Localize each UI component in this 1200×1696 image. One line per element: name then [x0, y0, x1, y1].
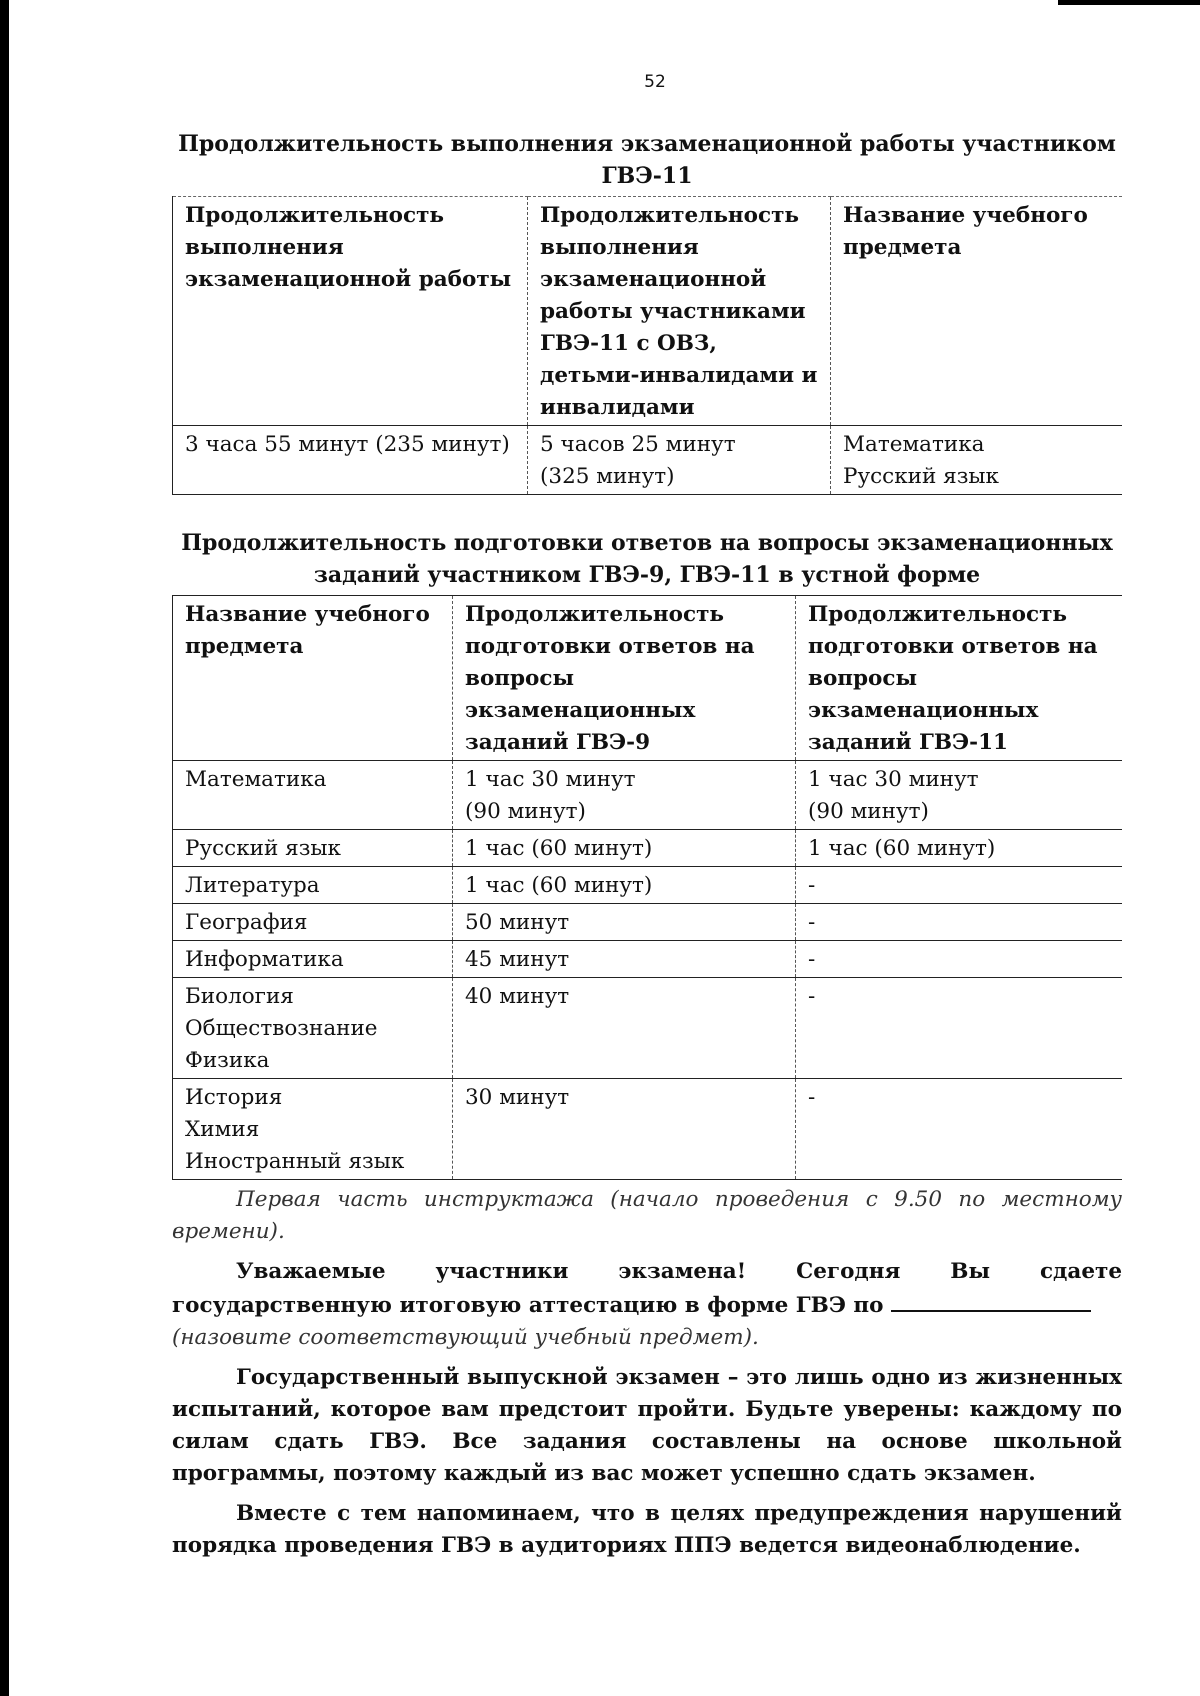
table2-cell-gve11-line: 1 час (60 минут) — [808, 836, 996, 861]
table2-cell-gve11-line: - — [808, 947, 816, 972]
table2-cell-gve9-line: 30 минут — [465, 1085, 570, 1110]
scan-edge-left — [0, 0, 9, 1696]
table2-cell-subject — [173, 1079, 453, 1180]
table2-cell-subject — [173, 941, 453, 978]
table2-cell-subject-line: Химия — [185, 1117, 260, 1142]
table1-subject: Русский язык — [843, 464, 999, 489]
table2-cell-subject-line: Информатика — [185, 947, 344, 972]
paragraph-video-surveillance: Вместе с тем напоминаем, что в целях предупреждения нарушений порядка проведения ГВЭ в аудиториях ППЭ ведется видеонаблюдение. — [172, 1501, 1122, 1558]
table1-header-subject: Название учебного предмета — [831, 197, 1123, 426]
table2-row — [173, 830, 1123, 867]
table2-header-row — [173, 596, 1123, 761]
page-number: 52 — [644, 72, 666, 92]
table2-cell-gve11 — [796, 941, 1123, 978]
paragraph-exam-info: Государственный выпускной экзамен – это лишь одно из жизненных испытаний, которое вам предстоит пройти. Будьте уверены: каждому по силам сдать ГВЭ. Все задания составлены на основе школьной программы, поэтому каждый из вас может успешно сдать экзамен. — [172, 1365, 1122, 1486]
table2-cell-gve11 — [796, 904, 1123, 941]
table2-cell-gve9 — [453, 761, 796, 830]
table1-header-duration-ovz: Продолжительность выполнения экзаменационной работы участниками ГВЭ-11 с ОВЗ, детьми-инвалидами и инвалидами — [528, 197, 831, 426]
table2-cell-subject-line: Физика — [185, 1048, 270, 1073]
table1-row — [173, 426, 1123, 495]
oral-prep-table — [172, 595, 1122, 1180]
table2-cell-gve9 — [453, 978, 796, 1079]
table1-title: Продолжительность выполнения экзаменационной работы участником ГВЭ-11 — [178, 131, 1116, 189]
subject-blank-line — [891, 1288, 1091, 1312]
table2-cell-gve11 — [796, 1079, 1123, 1180]
table2-cell-gve9-line: 1 час (60 минут) — [465, 873, 653, 898]
table2-cell-gve9-line: 1 час (60 минут) — [465, 836, 653, 861]
table2-row — [173, 904, 1123, 941]
table2-header-gve11: Продолжительность подготовки ответов на вопросы экзаменационных заданий ГВЭ-11 — [796, 596, 1123, 761]
table2-cell-gve9 — [453, 1079, 796, 1180]
table2-cell-gve9-line: (90 минут) — [465, 799, 586, 824]
exam-duration-table — [172, 196, 1122, 495]
table2-cell-gve11-line: (90 минут) — [808, 799, 929, 824]
table2-row — [173, 1079, 1123, 1180]
table2-cell-subject — [173, 978, 453, 1079]
table2-header-subject: Название учебного предмета — [173, 596, 453, 761]
greeting-text: Уважаемые участники экзамена! Сегодня Вы сдаете государственную итоговую аттестацию в форме ГВЭ по — [172, 1259, 1122, 1318]
table2-cell-subject — [173, 830, 453, 867]
table1-header-row — [173, 197, 1123, 426]
table2-cell-subject — [173, 904, 453, 941]
table2-cell-subject-line: История — [185, 1085, 283, 1110]
greeting-paragraph — [172, 1256, 1122, 1322]
table2-cell-gve9 — [453, 941, 796, 978]
table1-header-duration: Продолжительность выполнения экзаменационной работы — [173, 197, 528, 426]
table2-header-gve9: Продолжительность подготовки ответов на вопросы экзаменационных заданий ГВЭ-9 — [453, 596, 796, 761]
table2-row — [173, 761, 1123, 830]
table1-subject: Математика — [843, 432, 985, 457]
table2-cell-subject — [173, 761, 453, 830]
table1-cell-duration-ovz — [528, 426, 831, 495]
table2-cell-gve11-line: - — [808, 873, 816, 898]
table2-cell-gve11-line: - — [808, 1085, 816, 1110]
table2-row — [173, 941, 1123, 978]
table2-cell-gve11 — [796, 978, 1123, 1079]
table2-cell-subject-line: Иностранный язык — [185, 1149, 405, 1174]
table2-cell-subject-line: Русский язык — [185, 836, 341, 861]
table2-cell-gve11 — [796, 830, 1123, 867]
table2-row — [173, 867, 1123, 904]
table2-cell-gve11-line: - — [808, 910, 816, 935]
scan-edge-top — [1058, 0, 1200, 5]
table2-cell-subject-line: Математика — [185, 767, 327, 792]
table2-cell-gve9 — [453, 904, 796, 941]
table2-cell-gve9-line: 40 минут — [465, 984, 570, 1009]
table2-cell-subject-line: Литература — [185, 873, 320, 898]
table2-cell-subject-line: Биология — [185, 984, 294, 1009]
table2-body — [173, 761, 1123, 1180]
table2-cell-gve11 — [796, 761, 1123, 830]
table2-cell-subject-line: Обществознание — [185, 1016, 378, 1041]
table2-cell-gve11-line: - — [808, 984, 816, 1009]
table1-duration-ovz-line: (325 минут) — [540, 464, 675, 489]
table2-cell-gve9-line: 45 минут — [465, 947, 570, 972]
table2-cell-gve11 — [796, 867, 1123, 904]
table2-cell-subject — [173, 867, 453, 904]
table2-cell-subject-line: География — [185, 910, 308, 935]
instruction-note: Первая часть инструктажа (начало проведения с 9.50 по местному времени). — [172, 1187, 1122, 1244]
table1-duration-ovz-line: 5 часов 25 минут — [540, 432, 736, 457]
table2-title: Продолжительность подготовки ответов на вопросы экзаменационных заданий участником ГВЭ-9, ГВЭ-11 в устной форме — [181, 530, 1113, 588]
table2-cell-gve11-line: 1 час 30 минут — [808, 767, 979, 792]
page-content — [172, 128, 1122, 1562]
table2-cell-gve9 — [453, 867, 796, 904]
table2-cell-gve9-line: 50 минут — [465, 910, 570, 935]
table2-row — [173, 978, 1123, 1079]
subject-hint: (назовите соответствующий учебный предмет). — [172, 1325, 759, 1350]
table1-cell-subjects — [831, 426, 1123, 495]
table2-cell-gve9-line: 1 час 30 минут — [465, 767, 636, 792]
table1-cell-duration: 3 часа 55 минут (235 минут) — [173, 426, 528, 495]
table2-cell-gve9 — [453, 830, 796, 867]
